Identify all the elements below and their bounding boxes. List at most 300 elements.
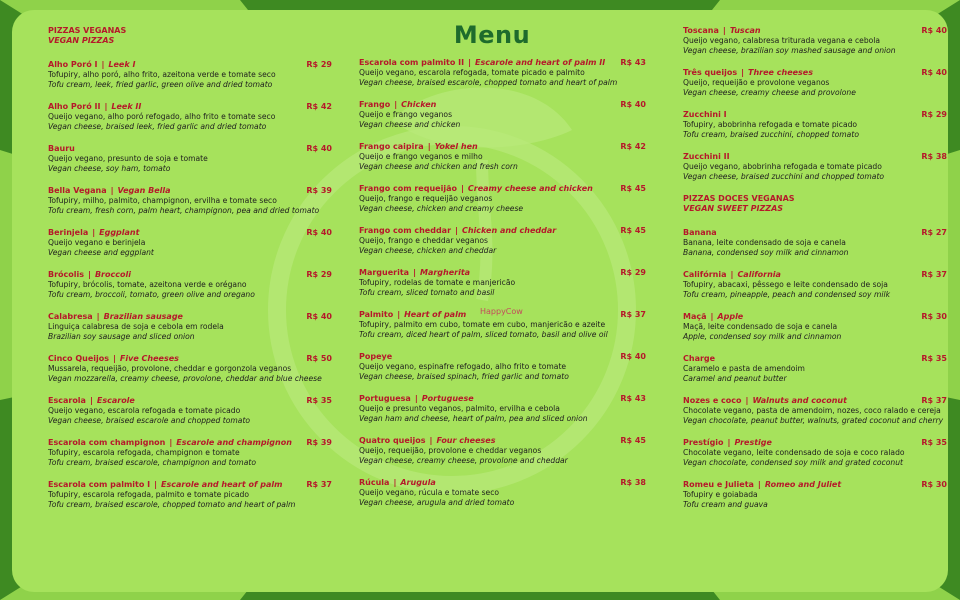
menu-item: [48, 438, 332, 468]
menu-item-name-en: Escarole and champignon: [176, 438, 292, 447]
menu-item-description-pt: Queijo vegano e berinjela: [48, 238, 146, 247]
menu-item-name: Escarola com palmito II: [359, 58, 465, 67]
menu-item-name: Banana: [683, 228, 717, 237]
name-separator: |: [727, 438, 731, 447]
menu-item-description-pt: Maçã, leite condensado de soja e canela: [683, 322, 838, 331]
menu-item: [359, 310, 646, 340]
menu-item-names: [359, 268, 470, 278]
menu-item-name: Califórnia: [683, 270, 727, 279]
menu-item-name-en: Margherita: [419, 268, 471, 277]
menu-item-header: [48, 186, 332, 196]
menu-item-header: [359, 268, 646, 278]
menu-item-name-en: Eggplant: [99, 228, 140, 237]
menu-item-description-pt: Banana, leite condensado de soja e canela: [683, 238, 846, 247]
menu-item-name-en: Romeo and Juliet: [764, 480, 842, 489]
menu-item-price: R$ 39: [306, 438, 332, 447]
menu-item-name: Frango com cheddar: [359, 226, 452, 235]
menu-item-name-en: Escarole and heart of palm II: [475, 58, 606, 67]
menu-item-name: Nozes e coco: [683, 396, 742, 405]
menu-item-description-pt: Queijo e frango veganos: [359, 110, 453, 119]
name-separator: |: [154, 480, 158, 489]
menu-item: [48, 102, 332, 132]
menu-item-name-en: Brazilian sausage: [103, 312, 183, 321]
menu-item-description-pt: Linguiça calabresa de soja e cebola em rodela: [48, 322, 224, 331]
menu-item-header: [359, 142, 646, 152]
menu-item-name-en: Four cheeses: [436, 436, 496, 445]
menu-item-name-en: Vegan Bella: [117, 186, 171, 195]
menu-item-header: [48, 480, 332, 490]
menu-item: [359, 268, 646, 298]
menu-item-name-en: California: [737, 270, 781, 279]
menu-item-description-pt: Queijo, frango e cheddar veganos: [359, 236, 488, 245]
menu-item-name-en: Chicken: [401, 100, 437, 109]
column-1: [48, 26, 332, 522]
menu-item-names: [48, 270, 131, 280]
menu-item: [48, 312, 332, 342]
menu-item-description-en: Vegan chocolate, peanut butter, walnuts, grated coconut and cherry: [683, 416, 944, 425]
menu-item-names: [359, 142, 478, 152]
menu-item-description-pt: Queijo e frango veganos e milho: [359, 152, 483, 161]
menu-item: [359, 352, 646, 382]
menu-item: [683, 438, 947, 468]
menu-item-header: [359, 226, 646, 236]
menu-item: [683, 68, 947, 98]
menu-item-names: [683, 312, 743, 322]
menu-item-description-pt: Queijo vegano, abobrinha refogada e tomate picado: [683, 162, 882, 171]
menu-item: [48, 186, 332, 216]
menu-title: Menu: [453, 21, 531, 49]
menu-item-description-en: Tofu cream, braised zucchini, chopped tomato: [683, 130, 859, 139]
name-separator: |: [722, 26, 726, 35]
menu-item-name-en: Five Cheeses: [119, 354, 179, 363]
name-separator: |: [110, 186, 114, 195]
name-separator: |: [741, 68, 745, 77]
menu-item-header: [359, 352, 646, 362]
menu-item-name-en: Leek II: [111, 102, 142, 111]
menu-item-name: Popeye: [359, 352, 393, 361]
name-separator: |: [101, 60, 105, 69]
menu-item-header: [683, 270, 947, 280]
menu-item-name-en: Apple: [717, 312, 744, 321]
menu-item-description-pt: Queijo vegano, alho poró refogado, alho frito e tomate seco: [48, 112, 276, 121]
menu-item: [359, 184, 646, 214]
menu-item-names: [683, 110, 727, 120]
menu-item-price: R$ 43: [620, 394, 646, 403]
menu-item-description-en: Tofu cream and guava: [683, 500, 768, 509]
menu-item-header: [359, 478, 646, 488]
menu-item-description-pt: Queijo vegano, calabresa triturada vegana e cebola: [683, 36, 881, 45]
name-separator: |: [113, 354, 116, 363]
menu-item-description-en: Vegan chocolate, condensed soy milk and grated coconut: [683, 458, 903, 467]
menu-item-name: Calabresa: [48, 312, 93, 321]
column-3: [683, 26, 947, 522]
menu-item-name: Bauru: [48, 144, 75, 153]
menu-item: [683, 270, 947, 300]
menu-item-name-en: Tuscan: [729, 26, 761, 35]
name-separator: |: [397, 310, 401, 319]
name-separator: |: [169, 438, 173, 447]
menu-item-header: [683, 152, 947, 162]
menu-item-name-en: Walnuts and coconut: [752, 396, 847, 405]
menu-item-header: [683, 26, 947, 36]
menu-item-header: [48, 102, 332, 112]
menu-item-description-pt: Mussarela, requeijão, provolone, cheddar e gorgonzola veganos: [48, 364, 292, 373]
menu-item-name: Prestígio: [683, 438, 724, 447]
menu-item-name: Escarola: [48, 396, 86, 405]
menu-item-names: [683, 396, 847, 406]
column-2: [359, 58, 646, 520]
menu-item-names: [359, 100, 436, 110]
name-separator: |: [730, 270, 734, 279]
menu-item-description-en: Vegan cheese and chicken and fresh corn: [359, 162, 518, 171]
menu-item: [48, 144, 332, 174]
menu-item-names: [359, 184, 593, 194]
menu-item: [683, 26, 947, 56]
menu-item-price: R$ 40: [306, 312, 332, 321]
menu-item-name: Três queijos: [683, 68, 738, 77]
menu-item: [48, 60, 332, 90]
menu-item-description-en: Vegan cheese, chicken and creamy cheese: [359, 204, 524, 213]
menu-item-description-pt: Tofupiry, rodelas de tomate e manjericão: [359, 278, 516, 287]
menu-item-description-pt: Tofupiry, escarola refogada, palmito e tomate picado: [48, 490, 249, 499]
menu-item: [359, 100, 646, 130]
menu-item-name: Charge: [683, 354, 716, 363]
menu-item-description-en: Vegan ham and cheese, heart of palm, pea and sliced onion: [359, 414, 588, 423]
menu-item-description-en: Tofu cream, diced heart of palm, sliced tomato, basil and olive oil: [359, 330, 608, 339]
menu-item-name: Toscana: [683, 26, 719, 35]
menu-item-price: R$ 29: [620, 268, 646, 277]
section-title-pt: PIZZAS DOCES VEGANAS: [683, 194, 795, 203]
menu-item-price: R$ 42: [306, 102, 332, 111]
menu-item-name: Quatro queijos: [359, 436, 426, 445]
menu-item-names: [359, 226, 556, 236]
menu-item-name: Maçã: [683, 312, 707, 321]
menu-item-price: R$ 40: [620, 352, 646, 361]
menu-item-price: R$ 37: [921, 270, 947, 279]
menu-item-price: R$ 29: [921, 110, 947, 119]
menu-item-description-pt: Tofupiry, milho, palmito, champignon, ervilha e tomate seco: [48, 196, 277, 205]
menu-item-description-en: Vegan cheese and chicken: [359, 120, 461, 129]
name-separator: |: [455, 226, 458, 235]
menu-item-names: [359, 310, 466, 320]
menu-item-header: [48, 312, 332, 322]
menu-item-header: [683, 312, 947, 322]
menu-item-description-en: Tofu cream, fresh corn, palm heart, champignon, pea and dried tomato: [48, 206, 320, 215]
menu-item-header: [48, 228, 332, 238]
menu-item-names: [683, 480, 841, 490]
menu-item-description-en: Vegan cheese, braised leek, fried garlic and dried tomato: [48, 122, 267, 131]
menu-item-description-en: Caramel and peanut butter: [683, 374, 787, 383]
menu-item-price: R$ 40: [306, 144, 332, 153]
menu-item-header: [359, 436, 646, 446]
menu-item-name: Portuguesa: [359, 394, 411, 403]
menu-item-header: [48, 270, 332, 280]
menu-item-price: R$ 35: [921, 354, 947, 363]
name-separator: |: [414, 394, 418, 403]
menu-item-name: Rúcula: [359, 478, 390, 487]
menu-item: [359, 142, 646, 172]
menu-item-price: R$ 40: [921, 26, 947, 35]
menu-item-name-en: Yokel hen: [434, 142, 478, 151]
menu-item-price: R$ 45: [620, 226, 646, 235]
menu-item-description-en: Tofu cream, braised escarole, chopped tomato and heart of palm: [48, 500, 296, 509]
menu-item-names: [48, 438, 292, 448]
menu-item: [683, 152, 947, 182]
menu-item: [359, 58, 646, 88]
menu-item-names: [359, 436, 495, 446]
section-vegan-pizzas: [48, 26, 332, 46]
name-separator: |: [96, 312, 100, 321]
menu-item-description-en: Vegan cheese, creamy cheese and provolone: [683, 88, 856, 97]
name-separator: |: [468, 58, 472, 67]
menu-item-name: Cinco Queijos: [48, 354, 109, 363]
menu-item-header: [359, 184, 646, 194]
menu-item: [683, 110, 947, 140]
menu-item-name: Escarola com champignon: [48, 438, 166, 447]
menu-item-price: R$ 38: [921, 152, 947, 161]
menu-item-price: R$ 37: [921, 396, 947, 405]
section-title-en: VEGAN SWEET PIZZAS: [683, 204, 784, 213]
menu-item: [683, 396, 947, 426]
menu-item-price: R$ 42: [620, 142, 646, 151]
menu-item-names: [48, 102, 141, 112]
menu-item-name: Bella Vegana: [48, 186, 107, 195]
menu-item-description-pt: Tofupiry e goiabada: [683, 490, 758, 499]
menu-item-name: Frango: [359, 100, 391, 109]
menu-item-name: Brócolis: [48, 270, 85, 279]
menu-item-header: [683, 480, 947, 490]
menu-item-description-pt: Tofupiry, escarola refogada, champignon e tomate: [48, 448, 240, 457]
menu-item-price: R$ 45: [620, 184, 646, 193]
menu-item-description-pt: Chocolate vegano, leite condensado de soja e coco ralado: [683, 448, 905, 457]
menu-item-price: R$ 30: [921, 312, 947, 321]
menu-item: [359, 226, 646, 256]
menu-item-header: [359, 100, 646, 110]
menu-item-header: [683, 438, 947, 448]
pizza-list: [359, 58, 646, 508]
name-separator: |: [429, 436, 433, 445]
menu-item-header: [683, 68, 947, 78]
menu-item-name: Frango caipira: [359, 142, 424, 151]
menu-item-description-pt: Caramelo e pasta de amendoim: [683, 364, 805, 373]
menu-item-names: [48, 312, 183, 322]
menu-item-description-pt: Chocolate vegano, pasta de amendoim, nozes, coco ralado e cereja: [683, 406, 941, 415]
menu-item-name: Marguerita: [359, 268, 410, 277]
menu-item-description-en: Vegan cheese, brazilian soy mashed sausage and onion: [683, 46, 896, 55]
menu-item-names: [359, 352, 392, 362]
menu-item-names: [48, 228, 139, 238]
menu-item: [48, 270, 332, 300]
pizza-list: [683, 26, 947, 182]
menu-item-names: [683, 68, 813, 78]
menu-item-name-en: Portuguese: [421, 394, 474, 403]
menu-item-description-en: Tofu cream, sliced tomato and basil: [359, 288, 495, 297]
menu-item: [683, 312, 947, 342]
name-separator: |: [745, 396, 749, 405]
menu-item-header: [359, 310, 646, 320]
menu-item-name: Berinjela: [48, 228, 89, 237]
menu-item-price: R$ 40: [620, 100, 646, 109]
menu-item-names: [683, 438, 772, 448]
menu-item: [48, 228, 332, 258]
menu-item-price: R$ 40: [921, 68, 947, 77]
menu-item-name-en: Leek I: [108, 60, 136, 69]
menu-item-names: [359, 478, 436, 488]
name-separator: |: [413, 268, 416, 277]
menu-item-name-en: Escarole and heart of palm: [161, 480, 283, 489]
menu-item-name: Alho Poró I: [48, 60, 98, 69]
menu-item-price: R$ 40: [306, 228, 332, 237]
menu-item-header: [683, 354, 947, 364]
menu-item-description-en: Vegan cheese, arugula and dried tomato: [359, 498, 515, 507]
menu-item-header: [48, 438, 332, 448]
menu-item-name-en: Broccoli: [94, 270, 131, 279]
menu-panel: [12, 10, 948, 592]
section-sweet-pizzas: [683, 194, 947, 214]
menu-item-price: R$ 38: [620, 478, 646, 487]
name-separator: |: [427, 142, 431, 151]
name-separator: |: [89, 396, 93, 405]
menu-item-name-en: Arugula: [400, 478, 436, 487]
menu-item-description-en: Banana, condensed soy milk and cinnamon: [683, 248, 849, 257]
menu-item-names: [48, 60, 135, 70]
menu-item-description-en: Tofu cream, leek, fried garlic, green olive and dried tomato: [48, 80, 273, 89]
menu-item-header: [683, 110, 947, 120]
menu-item-price: R$ 45: [620, 436, 646, 445]
svg-text:HappyCow: HappyCow: [480, 307, 523, 316]
menu-item-names: [48, 186, 171, 196]
menu-item-price: R$ 37: [306, 480, 332, 489]
name-separator: |: [710, 312, 714, 321]
menu-item-description-en: Tofu cream, broccoli, tomato, green olive and oregano: [48, 290, 255, 299]
menu-item-description-pt: Queijo, requeijão e provolone veganos: [683, 78, 830, 87]
menu-item-header: [48, 60, 332, 70]
menu-item-description-pt: Queijo vegano, rúcula e tomate seco: [359, 488, 500, 497]
menu-item-name-en: Prestige: [734, 438, 772, 447]
menu-item-names: [683, 26, 761, 36]
menu-item-header: [48, 144, 332, 154]
menu-item-header: [359, 394, 646, 404]
menu-item-header: [48, 396, 332, 406]
menu-item-description-en: Vegan cheese, braised escarole, chopped tomato and heart of palm: [359, 78, 618, 87]
menu-item-description-pt: Queijo vegano, espinafre refogado, alho frito e tomate: [359, 362, 567, 371]
menu-item-price: R$ 29: [306, 270, 332, 279]
menu-item-description-en: Vegan cheese and eggplant: [48, 248, 154, 257]
menu-item-name: Frango com requeijão: [359, 184, 457, 193]
name-separator: |: [394, 100, 398, 109]
menu-item-names: [683, 228, 717, 238]
menu-item-name-en: Creamy cheese and chicken: [467, 184, 593, 193]
menu-item: [359, 478, 646, 508]
menu-item-description-pt: Tofupiry, palmito em cubo, tomate em cubo, manjericão e azeite: [359, 320, 606, 329]
menu-item: [48, 480, 332, 510]
menu-item: [683, 354, 947, 384]
menu-item-header: [48, 354, 332, 364]
name-separator: |: [460, 184, 464, 193]
menu-item-names: [683, 270, 781, 280]
menu-item-description-en: Vegan cheese, soy ham, tomato: [48, 164, 171, 173]
menu-item-names: [48, 480, 282, 490]
menu-item-name: Alho Poró II: [48, 102, 101, 111]
menu-item-description-en: Tofu cream, pineapple, peach and condensed soy milk: [683, 290, 890, 299]
menu-item-name: Romeu e Julieta: [683, 480, 754, 489]
menu-item-name: Palmito: [359, 310, 394, 319]
menu-item: [683, 228, 947, 258]
menu-item-description-en: Tofu cream, braised escarole, champignon and tomato: [48, 458, 256, 467]
menu-item-names: [359, 58, 605, 68]
section-title-en: VEGAN PIZZAS: [48, 36, 115, 45]
menu-item-price: R$ 35: [306, 396, 332, 405]
sweet-pizza-list: [683, 228, 947, 510]
menu-item-names: [48, 396, 135, 406]
menu-item-name: Zucchini I: [683, 110, 727, 119]
name-separator: |: [393, 478, 397, 487]
menu-item-name: Escarola com palmito I: [48, 480, 151, 489]
menu-item-header: [683, 396, 947, 406]
menu-item-name-en: Heart of palm: [404, 310, 467, 319]
menu-item-description-en: Vegan mozzarella, creamy cheese, provolone, cheddar and blue cheese: [48, 374, 322, 383]
name-separator: |: [757, 480, 761, 489]
name-separator: |: [88, 270, 91, 279]
menu-item: [359, 394, 646, 424]
name-separator: |: [104, 102, 108, 111]
menu-item-description-en: Vegan cheese, braised escarole and chopped tomato: [48, 416, 251, 425]
menu-item-description-pt: Queijo, frango e requeijão veganos: [359, 194, 493, 203]
menu-item-price: R$ 30: [921, 480, 947, 489]
pizza-list: [48, 60, 332, 510]
menu-item-price: R$ 35: [921, 438, 947, 447]
menu-item-description-pt: Queijo vegano, escarola refogada e tomate picado: [48, 406, 241, 415]
menu-item-name-en: Three cheeses: [748, 68, 813, 77]
menu-item-description-pt: Tofupiry, alho poró, alho frito, azeitona verde e tomate seco: [48, 70, 276, 79]
menu-item-description-en: Vegan cheese, braised zucchini and chopped tomato: [683, 172, 885, 181]
menu-item-header: [359, 58, 646, 68]
menu-item-description-pt: Queijo vegano, presunto de soja e tomate: [48, 154, 208, 163]
menu-item-price: R$ 37: [620, 310, 646, 319]
menu-item-description-pt: Queijo, requeijão, provolone e cheddar veganos: [359, 446, 542, 455]
menu-item-price: R$ 29: [306, 60, 332, 69]
menu-item-description-pt: Queijo vegano, escarola refogada, tomate picado e palmito: [359, 68, 585, 77]
name-separator: |: [92, 228, 96, 237]
menu-item-name-en: Chicken and cheddar: [461, 226, 557, 235]
menu-item-description-en: Vegan cheese, creamy cheese, provolone and cheddar: [359, 456, 568, 465]
menu-item-price: R$ 50: [306, 354, 332, 363]
menu-item-description-pt: Tofupiry, abacaxi, pêssego e leite condensado de soja: [683, 280, 888, 289]
menu-item-name: Zucchini II: [683, 152, 730, 161]
menu-item-description-en: Brazilian soy sausage and sliced onion: [48, 332, 195, 341]
menu-item: [48, 354, 332, 384]
menu-item-names: [48, 144, 75, 154]
menu-item-header: [683, 228, 947, 238]
menu-item-price: R$ 43: [620, 58, 646, 67]
menu-item-names: [359, 394, 474, 404]
menu-item-description-en: Vegan cheese, chicken and cheddar: [359, 246, 497, 255]
menu-item-names: [683, 152, 730, 162]
menu-item-description-pt: Queijo e presunto veganos, palmito, ervilha e cebola: [359, 404, 560, 413]
menu-item: [683, 480, 947, 510]
menu-item-description-pt: Tofupiry, abobrinha refogada e tomate picado: [683, 120, 858, 129]
menu-item-description-en: Vegan cheese, braised spinach, fried garlic and tomato: [359, 372, 569, 381]
menu-item-price: R$ 39: [306, 186, 332, 195]
menu-item: [48, 396, 332, 426]
menu-item-names: [48, 354, 179, 364]
menu-item-names: [683, 354, 715, 364]
section-title-pt: PIZZAS VEGANAS: [48, 26, 127, 35]
menu-item-price: R$ 27: [921, 228, 947, 237]
menu-item: [359, 436, 646, 466]
menu-item-description-pt: Tofupiry, brócolis, tomate, azeitona verde e orégano: [48, 280, 247, 289]
menu-item-name-en: Escarole: [96, 396, 135, 405]
